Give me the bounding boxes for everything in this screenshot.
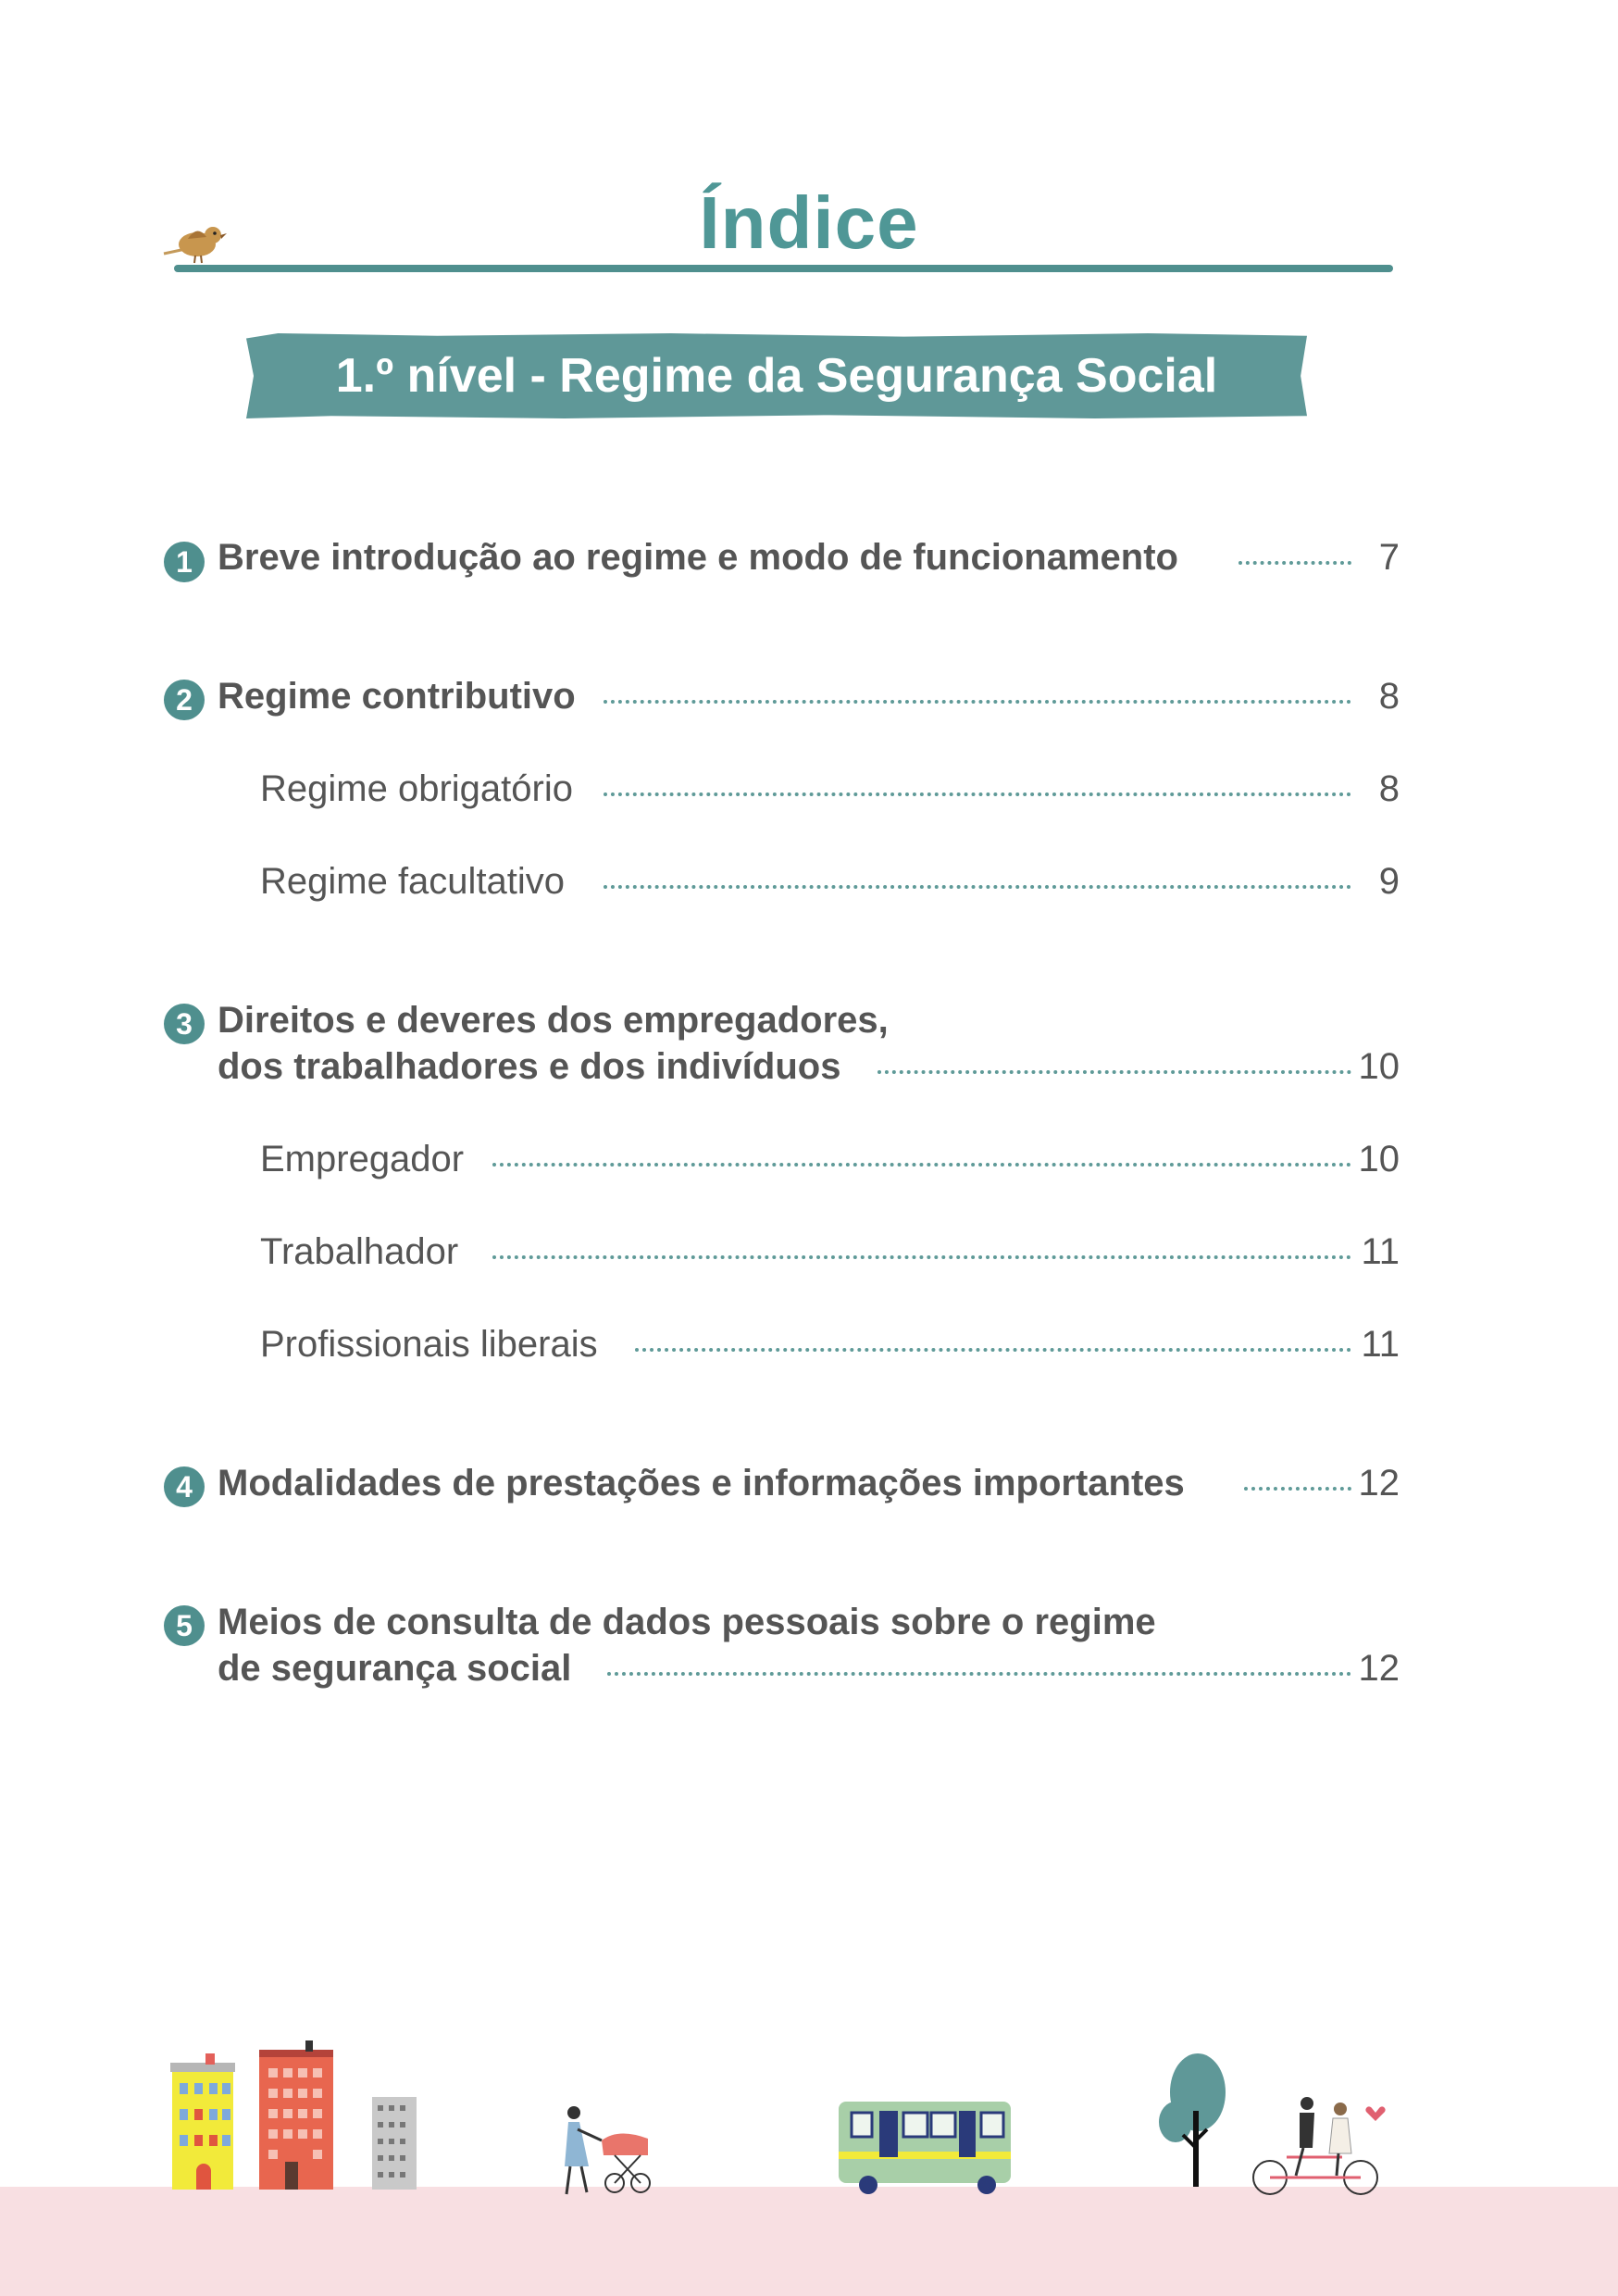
toc-subentry-2-1[interactable]: Regime obrigatório — [260, 768, 573, 809]
toc-page-3-1: 10 — [1358, 1139, 1400, 1179]
toc-page-2-1: 8 — [1378, 768, 1400, 809]
toc-leader-3-1 — [492, 1163, 1351, 1167]
toc-number-2: 2 — [164, 680, 205, 720]
toc-page-5: 12 — [1358, 1648, 1400, 1689]
toc-page-2: 8 — [1378, 676, 1400, 717]
toc-number-1: 1 — [164, 542, 205, 582]
toc-number-3: 3 — [164, 1004, 205, 1044]
bus — [839, 2102, 1011, 2194]
page-title: Índice — [699, 181, 919, 264]
toc-leader-3-3 — [635, 1348, 1351, 1352]
toc-leader-2-2 — [604, 885, 1351, 889]
grey-building — [372, 2097, 417, 2190]
toc-entry-3-line2[interactable]: dos trabalhadores e dos indivíduos — [218, 1046, 841, 1087]
title-underline — [174, 265, 1393, 272]
toc-leader-2-1 — [604, 792, 1351, 796]
toc-entry-4[interactable]: Modalidades de prestações e informações importantes — [218, 1463, 1185, 1504]
toc-subentry-3-3[interactable]: Profissionais liberais — [260, 1324, 598, 1365]
toc-number-4: 4 — [164, 1466, 205, 1507]
tandem-bicycle-couple — [1253, 2097, 1386, 2194]
red-building — [259, 2040, 333, 2190]
toc-subentry-3-1[interactable]: Empregador — [260, 1139, 465, 1179]
toc-entry-1[interactable]: Breve introdução ao regime e modo de funcionamento — [218, 537, 1178, 578]
toc-entry-5-line2[interactable]: de segurança social — [218, 1648, 572, 1689]
toc-entry-3-line1[interactable]: Direitos e deveres dos empregadores, — [218, 1000, 889, 1041]
toc-leader-2 — [604, 700, 1351, 704]
toc-subentry-3-2[interactable]: Trabalhador — [260, 1231, 459, 1272]
yellow-building — [170, 2053, 235, 2190]
toc-page-3-3: 11 — [1361, 1324, 1400, 1365]
toc-leader-3 — [877, 1070, 1351, 1074]
toc-page-3-2: 11 — [1361, 1231, 1400, 1272]
section-banner-text: 1.º nível - Regime da Segurança Social — [335, 349, 1218, 403]
toc-page-2-2: 9 — [1378, 861, 1400, 902]
toc-leader-1 — [1238, 561, 1351, 565]
woman-with-stroller — [565, 2106, 650, 2194]
toc-entry-5-line1[interactable]: Meios de consulta de dados pessoais sobre o regime — [218, 1602, 1156, 1642]
street-illustration — [0, 2037, 1618, 2222]
toc-leader-5 — [607, 1672, 1351, 1676]
toc-page-3: 10 — [1358, 1046, 1400, 1087]
toc-page-4: 12 — [1358, 1463, 1400, 1504]
toc-page-1: 7 — [1378, 537, 1400, 578]
toc-leader-3-2 — [492, 1255, 1351, 1259]
toc-subentry-2-2[interactable]: Regime facultativo — [260, 861, 566, 902]
toc-leader-4 — [1244, 1487, 1351, 1491]
toc-entry-2[interactable]: Regime contributivo — [218, 676, 576, 717]
tree — [1159, 2053, 1226, 2187]
toc-number-5: 5 — [164, 1605, 205, 1646]
